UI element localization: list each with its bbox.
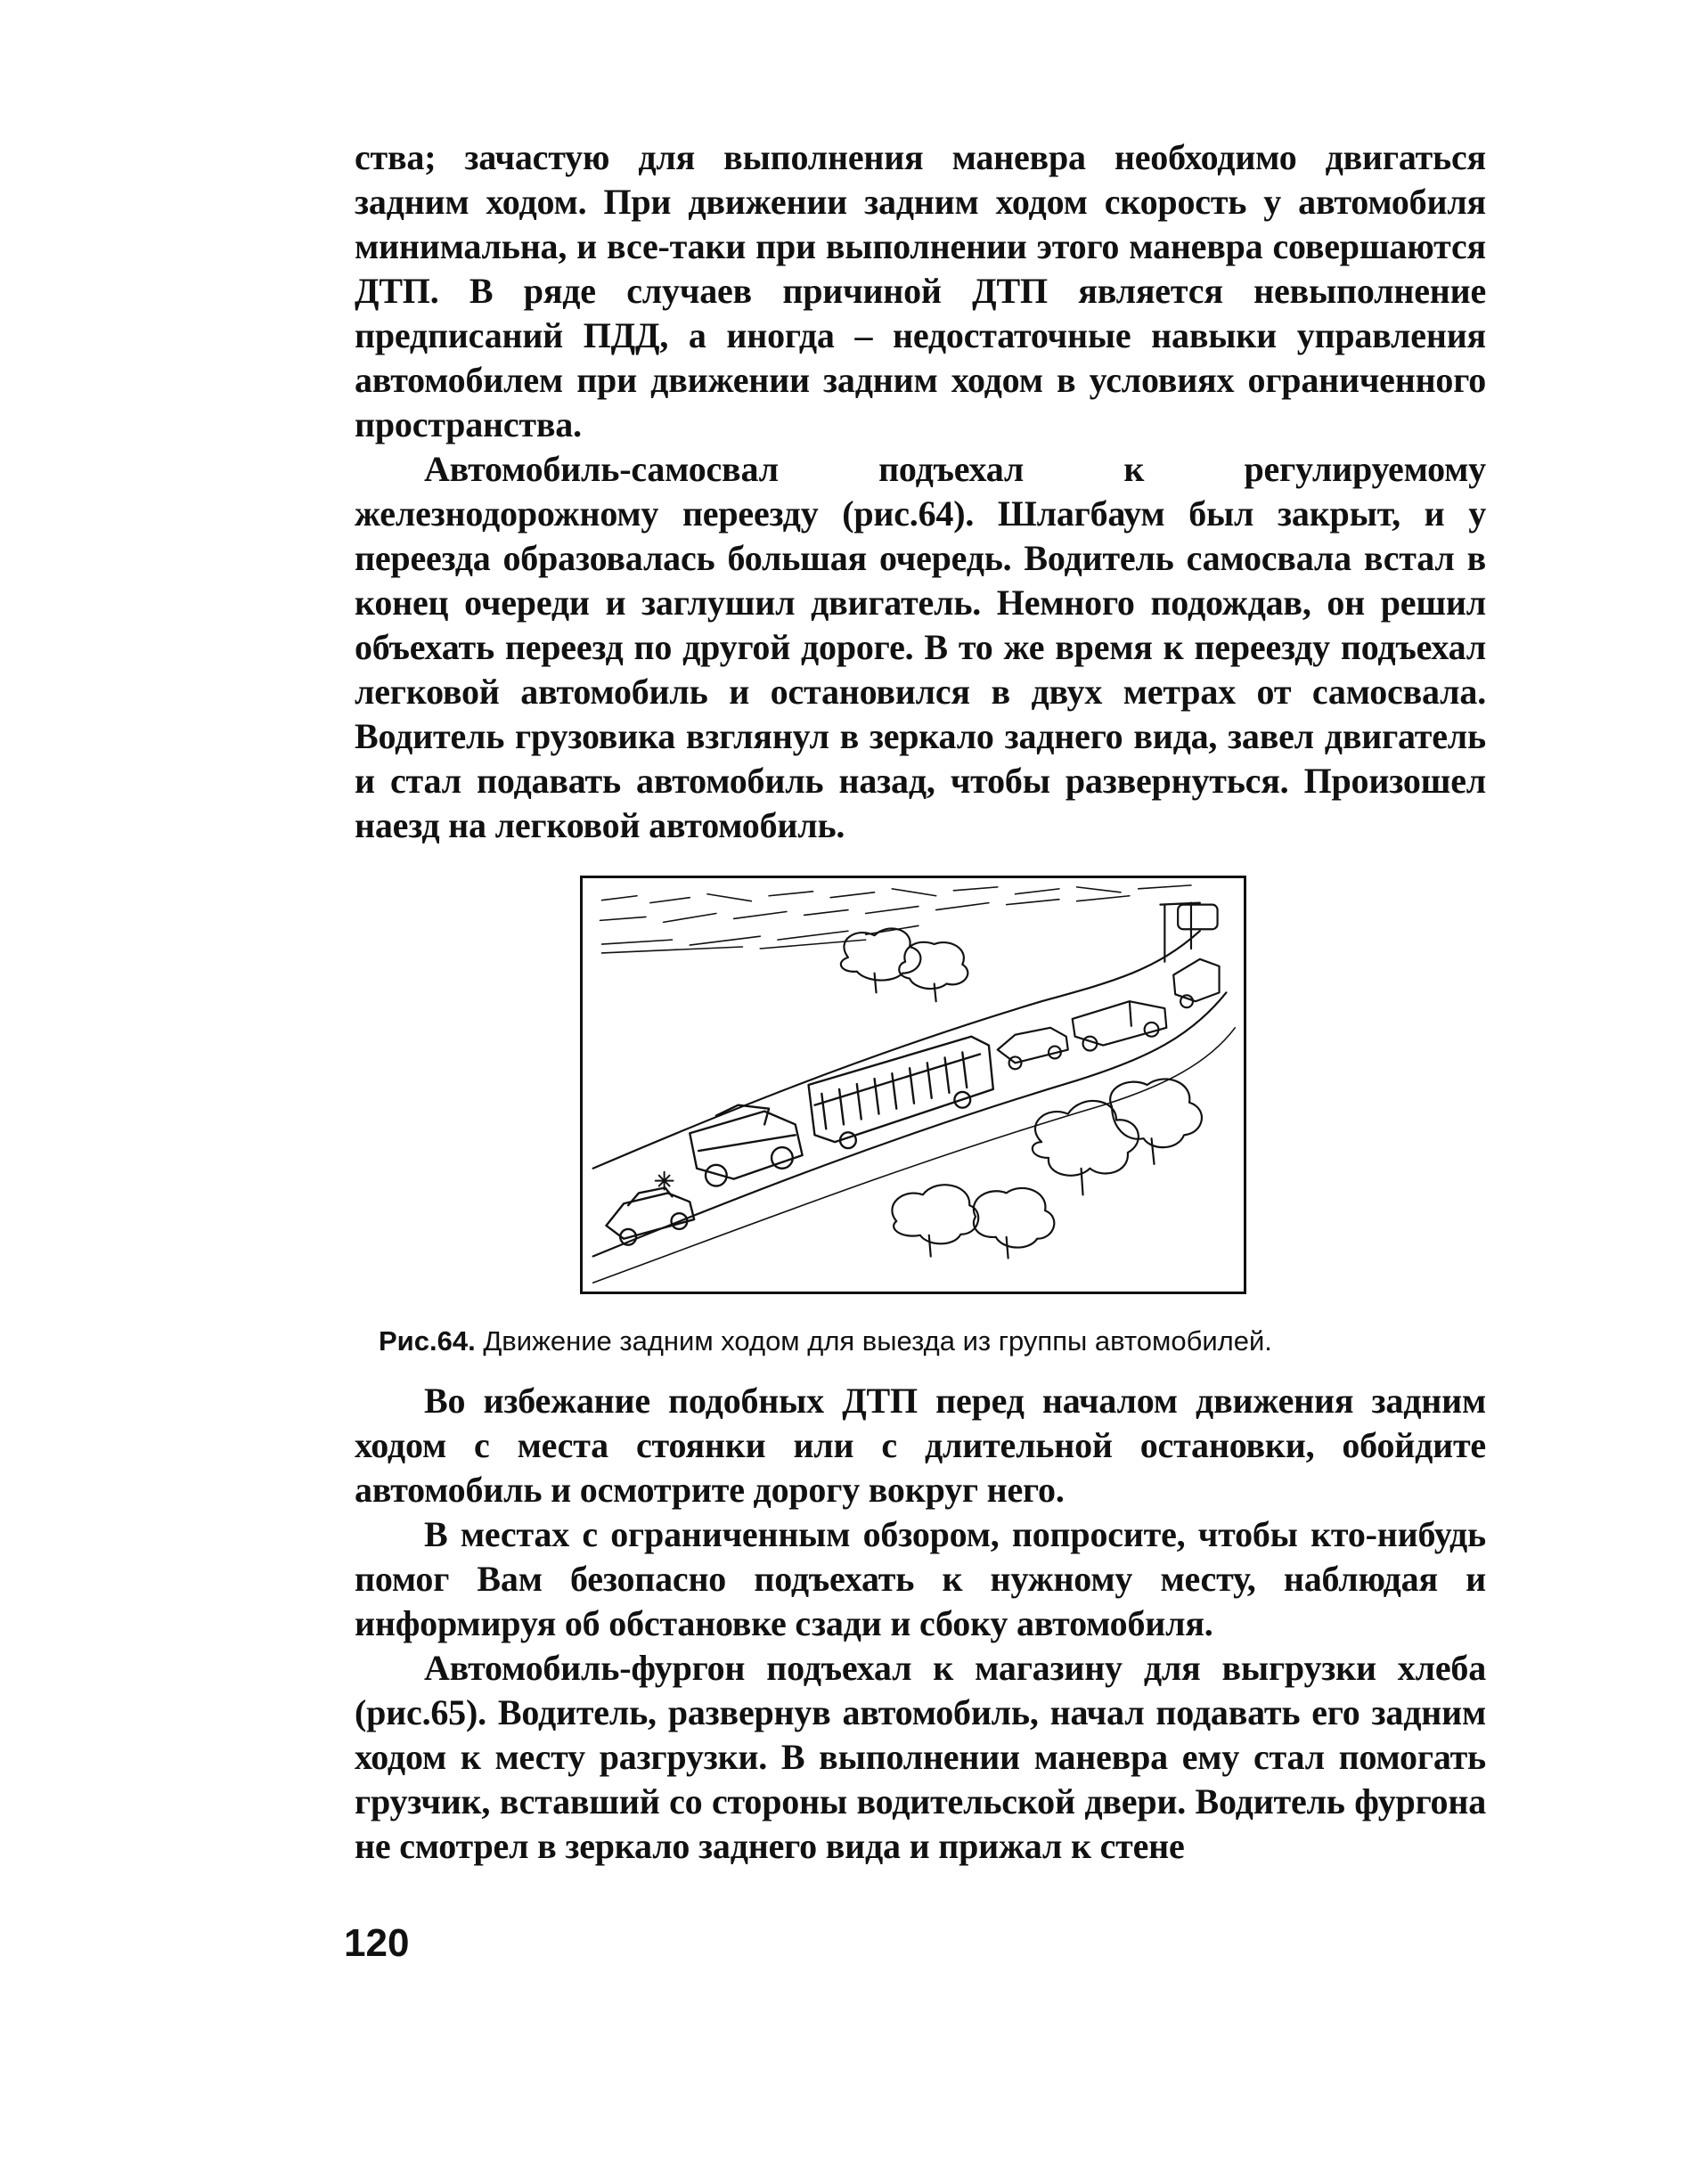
passenger-car (606, 1188, 694, 1245)
dump-truck (690, 1105, 802, 1186)
impact-mark (656, 1172, 674, 1190)
truck-front-queue (1073, 1001, 1167, 1050)
top-text-block (355, 135, 1486, 848)
figure-caption-label: Рис.64. (379, 1325, 476, 1357)
paragraph-avoidance-advice: Во избежание подобных ДТП перед началом движения задним ходом с места стоянки или с длительной остановки, обойдите автомобиль и осмотрите дорогу вокруг него. (355, 1381, 1486, 1510)
paragraph-continuation: ства; зачастую для выполнения маневра необходимо двигаться задним ходом. При движении задним ходом скорость у автомобиля минимальна, и все-таки при выполнении этого маневра совершаются ДТП. В ряде случаев причиной ДТП является невыполнение предписаний ПДД, а иногда – недостаточные навыки управления автомобилем при движении задним ходом в условиях ограниченного пространства. (355, 137, 1486, 444)
page-number: 120 (344, 1921, 410, 1965)
figure-caption-text: Движение задним ходом для выезда из группы автомобилей. (483, 1325, 1272, 1357)
paragraph-limited-visibility: В местах с ограниченным обзором, попросите, чтобы кто-нибудь помог Вам безопасно подъехать к нужному месту, наблюдая и информируя об обстановке сзади и сбоку автомобиля. (355, 1514, 1486, 1643)
paragraph-van-incident: Автомобиль-фургон подъехал к магазину для выгрузки хлеба (рис.65). Водитель, развернув автомобиль, начал подавать его задним ходом к месту разгрузки. В выполнении маневра ему стал помогать грузчик, вставший со стороны водительской двери. Водитель фургона не смотрел в зеркало заднего вида и прижал к стене (355, 1648, 1486, 1866)
lead-vehicle (1173, 959, 1219, 1007)
trees-lower (892, 1079, 1202, 1258)
bus (809, 1037, 993, 1148)
background-hatching (600, 885, 1191, 953)
figure-64-illustration (580, 876, 1246, 1294)
bottom-text-block (355, 1379, 1486, 1869)
railway-crossing (1160, 903, 1217, 962)
sedan-front-queue (998, 1028, 1068, 1069)
paragraph-dump-truck-incident: Автомобиль-самосвал подъехал к регулируемому железнодорожному переезду (рис.64). Шлагбаум был закрыт, и у переезда образовалась большая очередь. Водитель самосвала встал в конец очереди и заглушил двигатель. Немного подождав, он решил объехать переезд по другой дороге. В то же время к переезду подъехал легковой автомобиль и остановился в двух метрах от самосвала. Водитель грузовика взглянул в зеркало заднего вида, завел двигатель и стал подавать автомобиль назад, чтобы развернуться. Произошел наезд на легковой автомобиль. (355, 449, 1486, 845)
figure-caption (379, 1324, 1483, 1359)
trees-upper (841, 928, 968, 1001)
